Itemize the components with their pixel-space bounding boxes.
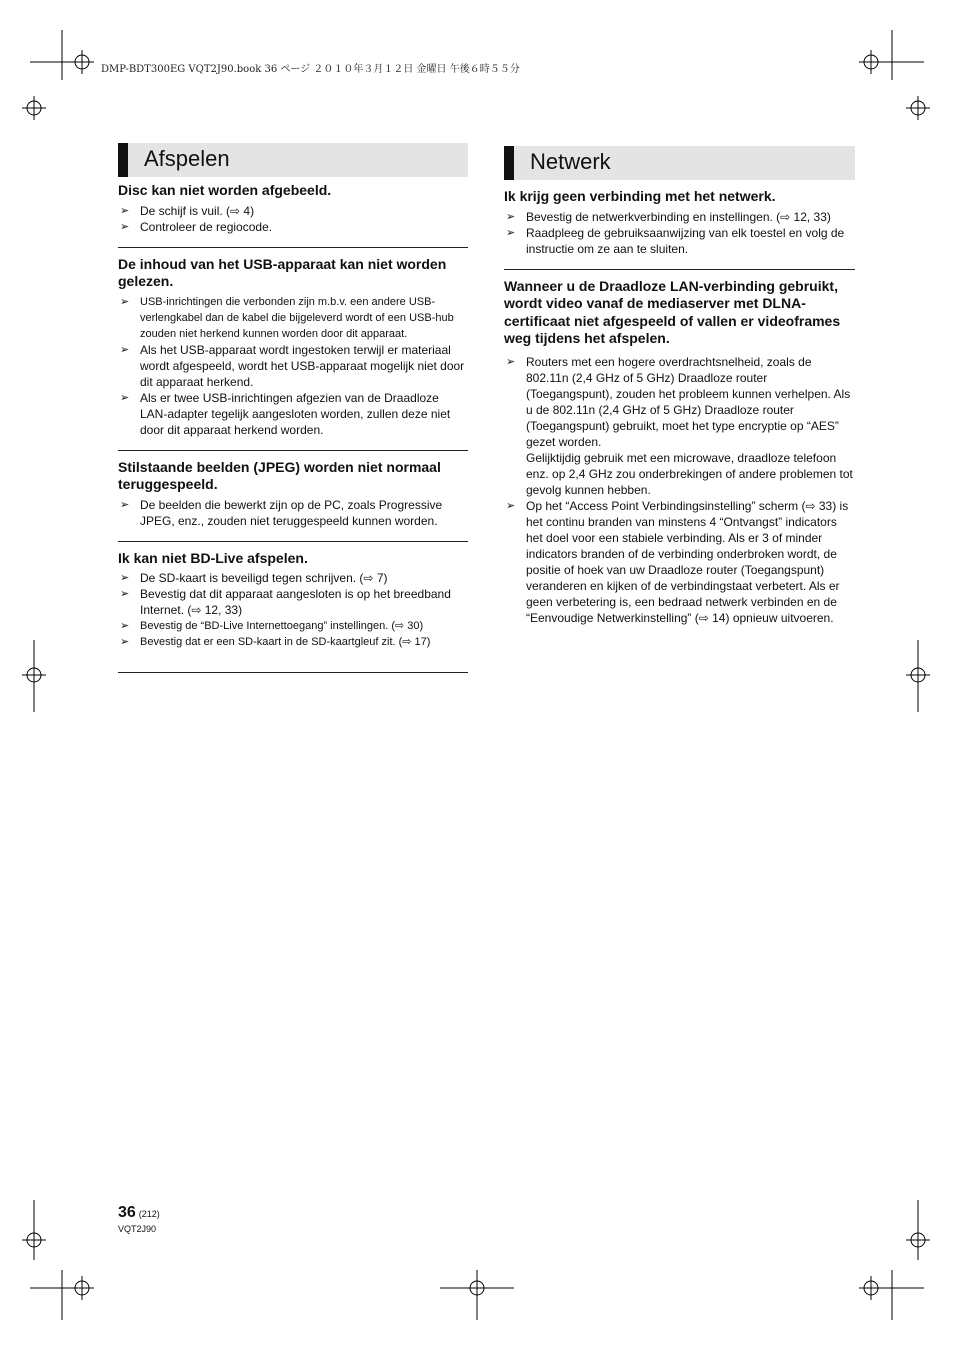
topic-heading: De inhoud van het USB-apparaat kan niet worden gelezen. [118,255,447,289]
topic-heading: Stilstaande beelden (JPEG) worden niet normaal teruggespeeld. [118,458,441,492]
topic-heading: Disc kan niet worden afgebeeld. [118,182,332,198]
topic-heading: Ik krijg geen verbinding met het netwerk. [504,188,776,204]
section-marker [118,143,128,177]
section-title: Netwerk [530,149,611,174]
topic-items [118,294,468,438]
arrow-bullet-icon: ➢ [506,355,516,368]
page-number: 36 (212) [118,1204,160,1221]
list-item: ➢ Bevestig dat er een SD-kaart in de SD-kaartgleuf zit. (⇨ 17) [120,636,431,648]
arrow-bullet-icon: ➢ [506,499,516,512]
left-column [118,182,468,673]
list-item: ➢ Raadpleeg de gebruiksaanwijzing van elk toestel en volg de instructie om ze aan te sluiten. [506,225,845,256]
list-item: ➢ Als er twee USB-inrichtingen afgezien van de Draadloze LAN-adapter tegelijk aangesloten worden, zullen deze niet door dit apparaat herkend worden. [120,390,451,437]
arrow-bullet-icon: ➢ [506,226,516,239]
topic-disc [118,182,468,247]
topic-items [118,570,468,650]
arrow-bullet-icon: ➢ [120,588,130,600]
list-item: ➢ De beelden die bewerkt zijn op de PC, zoals Progressive JPEG, enz., zouden niet teruggespeeld kunnen worden. [120,497,443,528]
section-header-afspelen [118,143,468,177]
list-item-continuation: Gelijktijdig gebruik met een microwave, draadloze telefoon enz. op 2,4 GHz zou onderbrekingen of andere problemen tot gevolg kunnen hebben. [526,450,853,497]
list-item: ➢ De SD-kaart is beveiligd tegen schrijven. (⇨ 7) [120,571,388,585]
list-item: ➢ Routers met een hogere overdrachtsnelheid, zoals de 802.11n (2,4 GHz of 5 GHz) Draadloze router (Toegangspunt), zouden het probleem kunnen verhelpen. Als u de 802.11n (2,4 GHz of 5 GHz) Draadloze router (Toegangspunt) gebruikt, moet het type encryptie op “AES” gezet worden. [506,354,851,449]
list-item: ➢ Als het USB-apparaat wordt ingestoken terwijl er materiaal wordt afgespeeld, wordt het USB-apparaat mogelijk niet door dit apparaat herkend. [120,342,465,389]
list-item: ➢ Bevestig dat dit apparaat aangesloten is op het breedband Internet. (⇨ 12, 33) [120,587,451,617]
topic-wireless-dlna [504,269,855,638]
arrow-bullet-icon: ➢ [120,391,130,404]
section-marker [504,146,514,180]
topic-network-connection [504,188,855,269]
section-header-netwerk [504,146,855,180]
list-item: ➢ Bevestig de netwerkverbinding en instellingen. (⇨ 12, 33) [506,209,831,224]
list-item: ➢ Controleer de regiocode. [120,219,273,234]
topic-items [118,203,468,235]
topic-items [504,354,855,626]
list-item: ➢ USB-inrichtingen die verbonden zijn m.b.v. een andere USB-verlengkabel dan de kabel die bijgeleverd wordt of een USB-hub zouden niet herkend kunnen worden door dit apparaat. [120,295,454,340]
topic-items [118,497,468,529]
document-code: VQT2J90 [118,1224,157,1234]
arrow-bullet-icon: ➢ [120,498,130,511]
section-end-rule [118,672,468,673]
topic-heading: Wanneer u de Draadloze LAN-verbinding gebruikt, wordt video vanaf de mediaserver met DLNA-certificaat niet afgespeeld of vallen er videoframes weg tijdens het afspelen. [504,277,841,346]
list-item: ➢ Bevestig de “BD-Live Internettoegang” instellingen. (⇨ 30) [120,620,424,632]
arrow-bullet-icon: ➢ [120,295,130,308]
topic-heading: Ik kan niet BD-Live afspelen. [118,549,308,566]
topic-bdlive [118,541,468,663]
topic-jpeg [118,450,468,541]
page-sub-number: (212) [138,1209,160,1219]
right-column [504,188,855,638]
topic-usb [118,247,468,450]
section-title: Afspelen [144,146,230,171]
arrow-bullet-icon: ➢ [120,220,130,233]
arrow-bullet-icon: ➢ [120,620,130,632]
arrow-bullet-icon: ➢ [120,343,130,356]
topic-items [504,209,855,257]
arrow-bullet-icon: ➢ [506,210,516,223]
list-item: ➢ De schijf is vuil. (⇨ 4) [120,203,255,218]
print-header: DMP-BDT300EG VQT2J90.book 36 ページ ２０１０年３月１２日 金曜日 午後６時５５分 [101,64,520,75]
arrow-bullet-icon: ➢ [120,572,130,584]
arrow-bullet-icon: ➢ [120,636,130,648]
list-item: ➢ Op het “Access Point Verbindingsinstelling” scherm (⇨ 33) is het continu branden van minstens 4 “Ontvangst” indicators het doel voor een stabiele verbinding. Als er 3 of minder indicators branden of de verbinding onderbroken wordt, de positie of hoek van uw Draadloze router (Toegangspunt) veranderen en kijken of de verbindingstaat verbetert. Als er geen verbetering is, een bedraad netwerk verbinden en de “Eenvoudige Netwerkinstelling” (⇨ 14) opnieuw uitvoeren. [506,498,849,625]
arrow-bullet-icon: ➢ [120,204,130,217]
